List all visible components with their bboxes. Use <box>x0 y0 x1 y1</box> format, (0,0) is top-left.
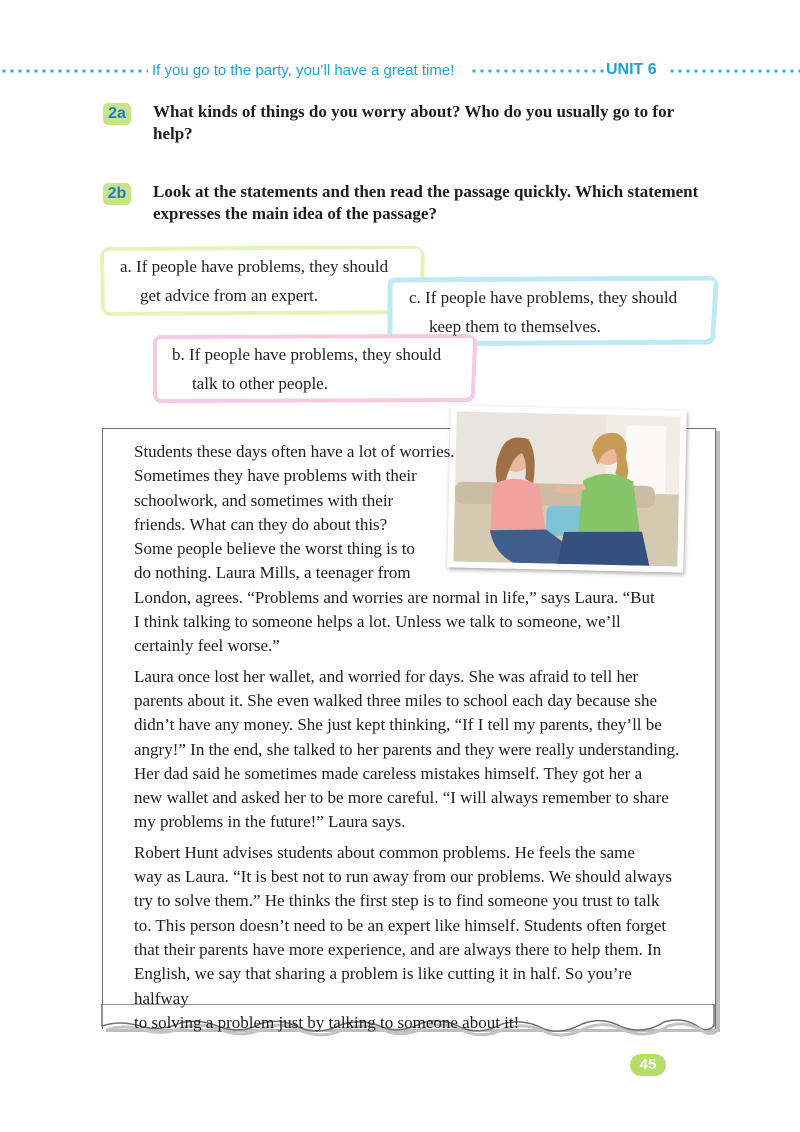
statement-line: c. If people have problems, they should <box>409 288 678 307</box>
activity-2a-question <box>153 101 743 145</box>
passage-paragraph-1 <box>134 440 682 659</box>
passage-line: Students these days often have a lot of worries. <box>134 442 455 461</box>
passage-line: way as Laura. “It is best not to run away from our problems. We should always <box>134 867 672 887</box>
statement-line: b. If people have problems, they should <box>172 345 442 364</box>
passage-line: Robert Hunt advises students about common problems. He feels the same <box>134 842 635 862</box>
passage-line: my problems in the future!” Laura says. <box>134 812 406 832</box>
passage-paragraph-2 <box>134 665 682 835</box>
activity-2b-question <box>153 181 743 225</box>
passage-line: parents about it. She even walked three miles to school each day because she <box>134 690 658 710</box>
passage-line: to solving a problem just by talking to someone about it! <box>134 1012 520 1032</box>
header-title: If you go to the party, you’ll have a great time! <box>152 62 455 79</box>
question-line: What kinds of things do you worry about? Who do you usually go to for <box>153 102 675 121</box>
passage-line: English, we say that sharing a problem is like cutting it in half. So you’re halfway <box>134 964 632 1008</box>
statement-b <box>172 340 441 398</box>
header-dots-left <box>0 69 148 73</box>
page-header <box>0 60 800 82</box>
activity-2a-badge: 2a <box>103 103 131 125</box>
header-dots-right <box>668 69 800 73</box>
header-dots-middle <box>470 69 604 73</box>
activity-2b-badge: 2b <box>103 183 131 205</box>
passage-line: certainly feel worse.” <box>134 636 280 656</box>
passage-line: do nothing. Laura Mills, a teenager from <box>134 563 411 583</box>
passage-line: Her dad said he sometimes made careless mistakes himself. They got her a <box>134 763 643 783</box>
unit-label: UNIT 6 <box>606 61 657 78</box>
passage-line: schoolwork, and sometimes with their <box>134 490 394 510</box>
passage-line: I think talking to someone helps a lot. Unless we talk to someone, we’ll <box>134 612 621 632</box>
question-line: help? <box>153 124 193 143</box>
passage-line: to. This person doesn’t need to be an expert like himself. Students often forget <box>134 915 667 935</box>
statement-line: a. If people have problems, they should <box>120 257 389 276</box>
passage-line: Some people believe the worst thing is to <box>134 539 415 559</box>
statement-line: keep them to themselves. <box>429 317 601 336</box>
passage-line: angry!” In the end, she talked to her parents and they were really understanding. <box>134 739 680 759</box>
statement-c <box>409 283 677 341</box>
passage-line: try to solve them.” He thinks the first step is to find someone you trust to talk <box>134 891 660 911</box>
passage-line: London, agrees. “Problems and worries are normal in life,” says Laura. “But <box>134 587 655 607</box>
statement-line: get advice from an expert. <box>140 286 318 305</box>
passage-line: that their parents have more experience, and are always there to help them. In <box>134 939 662 959</box>
question-line: Look at the statements and then read the passage quickly. Which statement <box>153 182 699 201</box>
passage-paragraph-3 <box>134 841 682 1035</box>
statement-a <box>120 252 388 310</box>
reading-passage <box>134 440 682 1041</box>
statement-line: talk to other people. <box>192 374 328 393</box>
passage-line: Sometimes they have problems with their <box>134 466 417 486</box>
passage-line: didn’t have any money. She just kept thinking, “If I tell my parents, they’ll be <box>134 715 662 735</box>
question-line: expresses the main idea of the passage? <box>153 204 437 223</box>
page-number: 45 <box>630 1054 666 1076</box>
passage-line: Laura once lost her wallet, and worried for days. She was afraid to tell her <box>134 666 639 686</box>
passage-line: new wallet and asked her to be more careful. “I will always remember to share <box>134 788 669 808</box>
passage-line: friends. What can they do about this? <box>134 514 388 534</box>
